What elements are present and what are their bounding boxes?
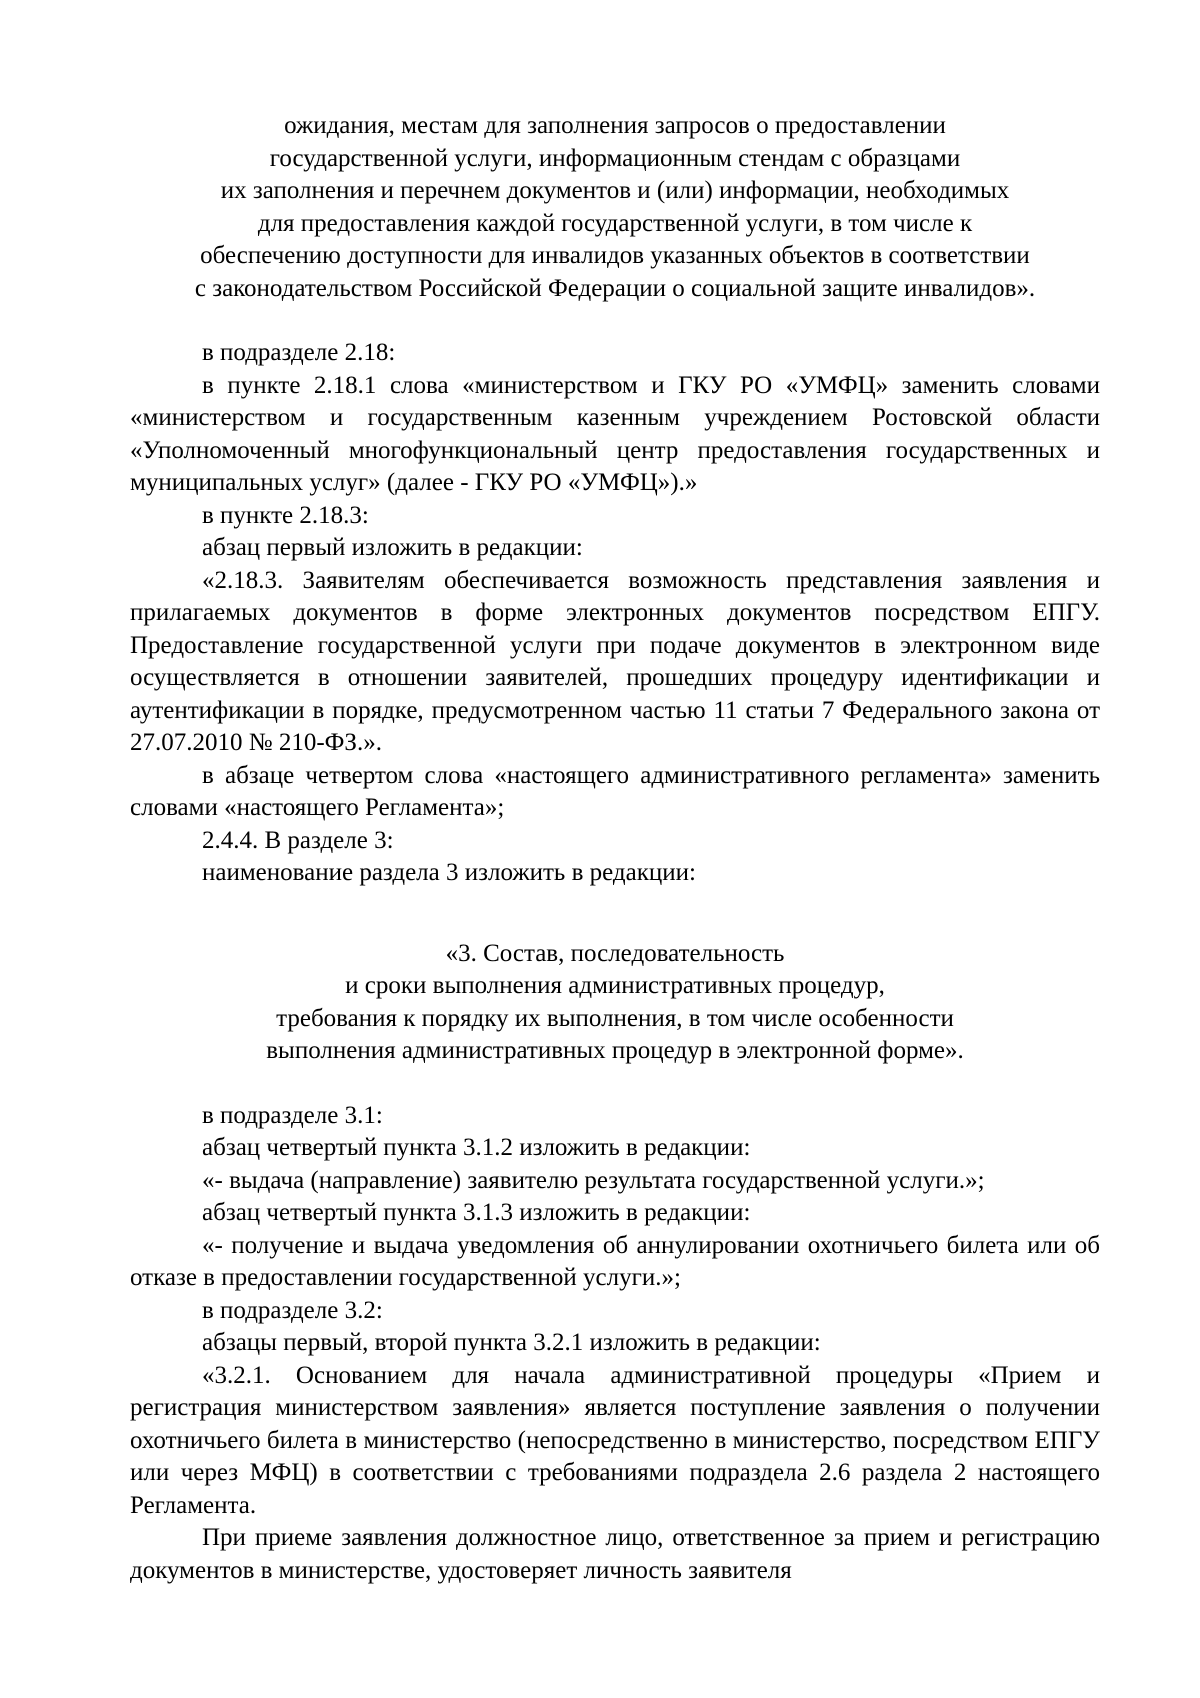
amendments-block-2 bbox=[130, 1100, 1100, 1588]
paragraph: «- получение и выдача уведомления об аннулировании охотничьего билета или об отказе в предоставлении государственной услуги.»; bbox=[130, 1231, 1100, 1291]
section-heading bbox=[130, 938, 1100, 1068]
paragraph: в пункте 2.18.3: bbox=[202, 501, 369, 529]
intro-line: для предоставления каждой государственной услуги, в том числе к bbox=[257, 209, 973, 237]
paragraph: в подразделе 3.2: bbox=[202, 1296, 383, 1324]
spacer bbox=[130, 1068, 1100, 1100]
intro-block bbox=[130, 110, 1100, 305]
paragraph: наименование раздела 3 изложить в редакции: bbox=[202, 859, 696, 886]
heading-line: выполнения административных процедур в электронной форме». bbox=[266, 1037, 964, 1064]
paragraph: абзац четвертый пункта 3.1.3 изложить в редакции: bbox=[202, 1199, 751, 1226]
paragraph: в абзаце четвертом слова «настоящего административного регламента» заменить словами «настоящего Регламента»; bbox=[130, 761, 1100, 821]
intro-line: обеспечению доступности для инвалидов указанных объектов в соответствии bbox=[200, 242, 1030, 269]
paragraph: в пункте 2.18.1 слова «министерством и ГКУ РО «УМФЦ» заменить словами «министерством и государственным казенным учреждением Ростовской области «Уполномоченный многофункциональный центр предоставления государственных и муниципальных услуг» (далее - ГКУ РО «УМФЦ»).» bbox=[130, 371, 1100, 496]
paragraph: 2.4.4. В разделе 3: bbox=[202, 826, 394, 854]
heading-line: «3. Состав, последовательность bbox=[445, 939, 785, 967]
spacer bbox=[130, 890, 1100, 938]
intro-line: с законодательством Российской Федерации о социальной защите инвалидов». bbox=[194, 274, 1036, 302]
intro-line: государственной услуги, информационным стендам с образцами bbox=[269, 144, 961, 172]
paragraph: «3.2.1. Основанием для начала административной процедуры «Прием и регистрация министерством заявления» является поступление заявления о получении охотничьего билета в министерство (непосредственно в министерство, посредством ЕПГУ или через МФЦ) в соответствии с требованиями подраздела 2.6 раздела 2 настоящего Регламента. bbox=[130, 1361, 1100, 1519]
intro-line: ожидания, местам для заполнения запросов о предоставлении bbox=[284, 112, 946, 139]
intro-line: их заполнения и перечнем документов и (или) информации, необходимых bbox=[220, 177, 1010, 204]
paragraph: «- выдача (направление) заявителю результата государственной услуги.»; bbox=[202, 1166, 985, 1194]
paragraph: При приеме заявления должностное лицо, ответственное за прием и регистрацию документов в министерстве, удостоверяет личность заявителя bbox=[130, 1524, 1100, 1584]
paragraph: в подразделе 2.18: bbox=[202, 339, 396, 366]
paragraph: «2.18.3. Заявителям обеспечивается возможность представления заявления и прилагаемых документов в форме электронных документов посредством ЕПГУ. Предоставление государственной услуги при подаче документов в электронном виде осуществляется в отношении заявителей, прошедших процедуру идентификации и аутентификации в порядке, предусмотренном частью 11 статьи 7 Федерального закона от 27.07.2010 № 210-ФЗ.». bbox=[130, 566, 1100, 756]
amendments-block-1 bbox=[130, 337, 1100, 890]
heading-line: требования к порядку их выполнения, в том числе особенности bbox=[276, 1004, 954, 1032]
spacer bbox=[130, 305, 1100, 337]
heading-line: и сроки выполнения административных процедур, bbox=[345, 972, 885, 999]
paragraph: абзацы первый, второй пункта 3.2.1 изложить в редакции: bbox=[202, 1329, 821, 1356]
paragraph: абзац первый изложить в редакции: bbox=[202, 534, 583, 561]
paragraph: в подразделе 3.1: bbox=[202, 1101, 383, 1129]
paragraph: абзац четвертый пункта 3.1.2 изложить в редакции: bbox=[202, 1134, 751, 1161]
